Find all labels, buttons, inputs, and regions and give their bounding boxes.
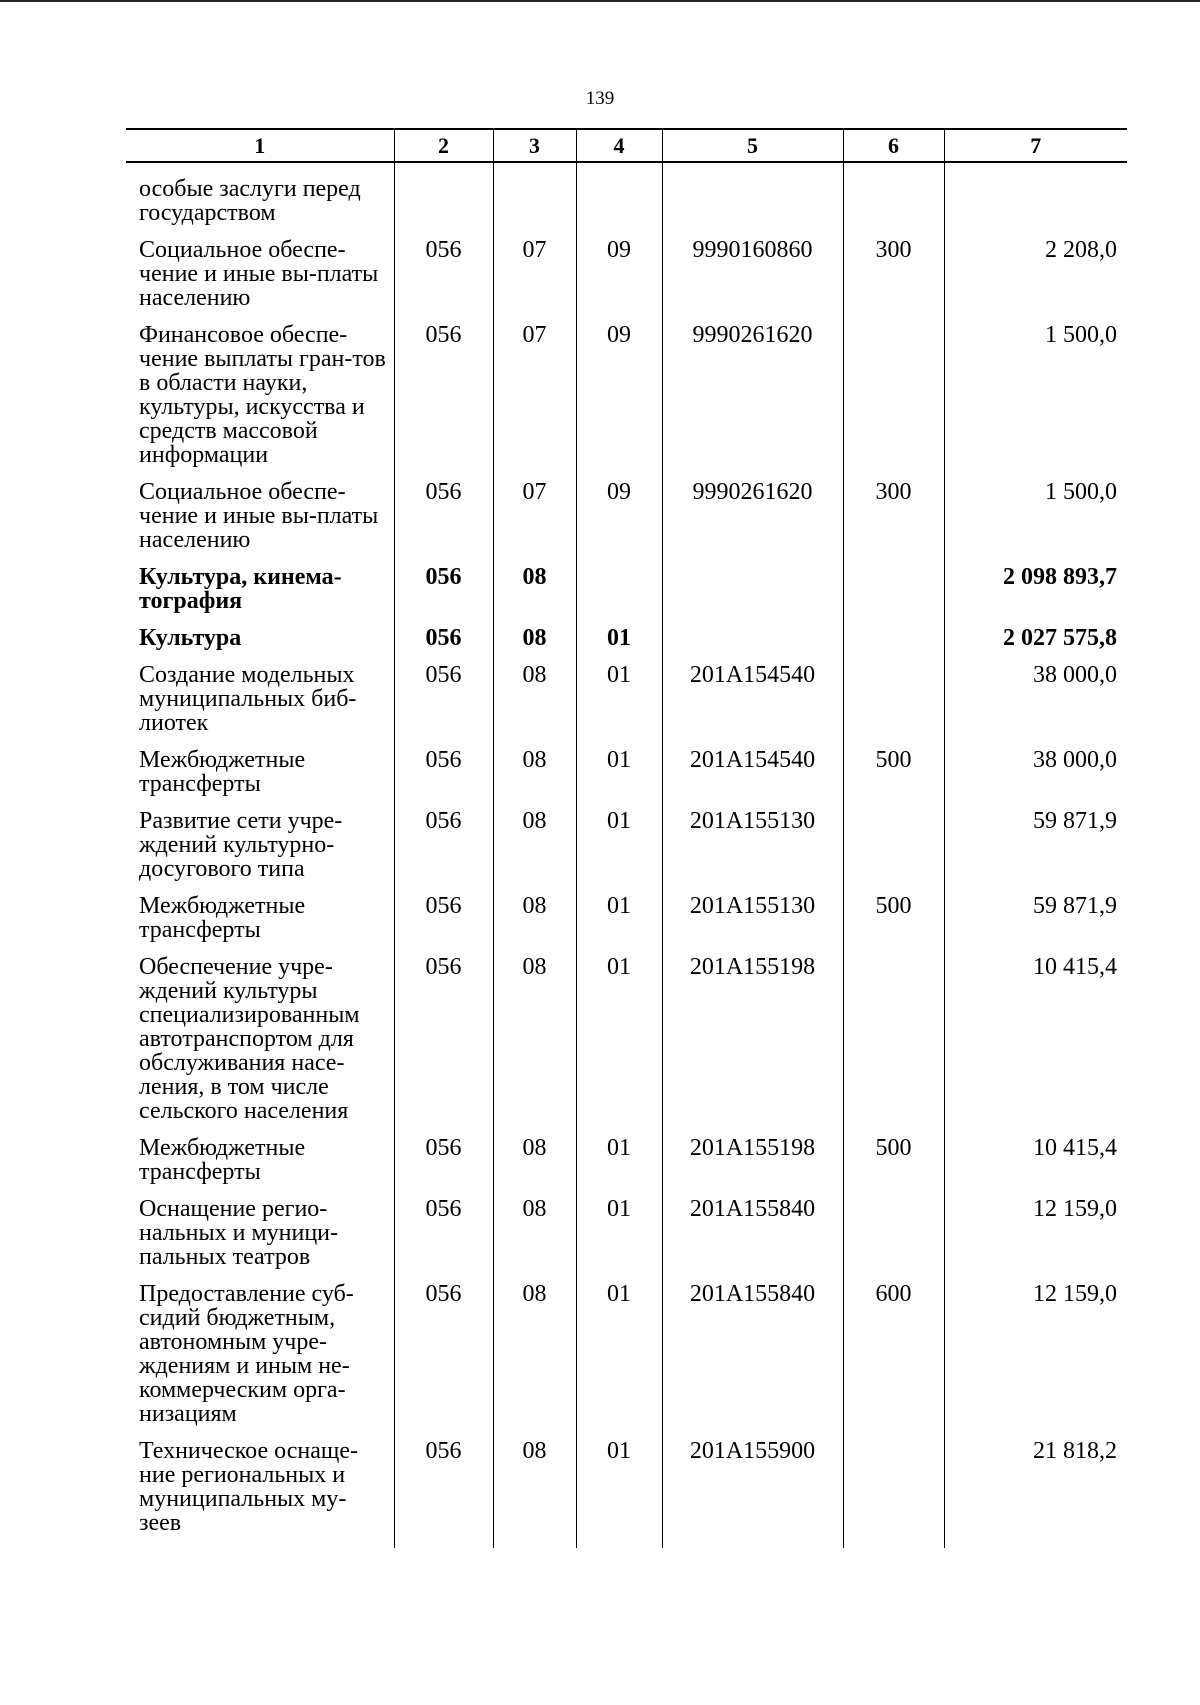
row-amount: 38 000,0 xyxy=(944,663,1127,748)
row-target-article xyxy=(662,565,843,626)
row-subsection-code: 01 xyxy=(576,894,662,955)
table-row xyxy=(126,565,1127,626)
header-col-4: 4 xyxy=(576,129,662,162)
row-expense-type xyxy=(843,323,944,480)
row-target-article: 201A155130 xyxy=(662,894,843,955)
row-section-code: 08 xyxy=(493,894,576,955)
row-target-article: 201A155198 xyxy=(662,1136,843,1197)
row-ministry-code: 056 xyxy=(394,565,493,626)
row-target-article: 201A155840 xyxy=(662,1197,843,1282)
row-expense-type xyxy=(843,1197,944,1282)
table-row xyxy=(126,955,1127,1136)
row-name: Предоставление суб-сидий бюджетным, автономным учре-ждениям и иным не-коммерческим орга-низациям xyxy=(139,1281,354,1427)
table-row xyxy=(126,1197,1127,1282)
row-target-article xyxy=(662,177,843,238)
row-expense-type: 500 xyxy=(843,894,944,955)
table-row xyxy=(126,663,1127,748)
row-section-code: 08 xyxy=(493,809,576,894)
row-target-article: 201A155130 xyxy=(662,809,843,894)
row-section-code: 08 xyxy=(493,1136,576,1197)
row-section-code: 08 xyxy=(493,565,576,626)
row-ministry-code: 056 xyxy=(394,894,493,955)
row-name: Культура xyxy=(139,625,242,651)
row-subsection-code: 01 xyxy=(576,748,662,809)
row-target-article: 201A155840 xyxy=(662,1282,843,1439)
table-row xyxy=(126,748,1127,809)
header-col-1: 1 xyxy=(126,129,394,162)
row-ministry-code: 056 xyxy=(394,323,493,480)
header-col-7: 7 xyxy=(944,129,1127,162)
row-amount: 2 208,0 xyxy=(944,238,1127,323)
row-name: особые заслуги перед государством xyxy=(139,176,361,226)
row-name: Обеспечение учре-ждений культуры специализированным автотранспортом для обслуживания насе-ления, в том числе сельского населения xyxy=(139,954,360,1124)
row-name: Техническое оснаще-ние региональных и муниципальных му-зеев xyxy=(139,1438,358,1536)
row-target-article: 9990261620 xyxy=(662,323,843,480)
row-subsection-code: 09 xyxy=(576,480,662,565)
row-target-article: 9990261620 xyxy=(662,480,843,565)
row-amount: 1 500,0 xyxy=(944,323,1127,480)
row-expense-type xyxy=(843,955,944,1136)
table-row xyxy=(126,1439,1127,1548)
row-amount: 21 818,2 xyxy=(944,1439,1127,1548)
row-amount: 59 871,9 xyxy=(944,894,1127,955)
row-ministry-code: 056 xyxy=(394,955,493,1136)
row-name: Финансовое обеспе-чение выплаты гран-тов в области науки, культуры, искусства и средств массовой информации xyxy=(139,322,386,468)
row-expense-type: 500 xyxy=(843,1136,944,1197)
row-ministry-code: 056 xyxy=(394,1136,493,1197)
row-subsection-code: 09 xyxy=(576,323,662,480)
budget-table xyxy=(126,128,1127,1548)
table-header-row xyxy=(126,129,1127,162)
spacer-cell xyxy=(944,162,1127,177)
row-name: Создание модельных муниципальных биб-лиотек xyxy=(139,662,357,736)
row-name: Развитие сети учре-ждений культурно-досугового типа xyxy=(139,808,343,882)
row-subsection-code: 01 xyxy=(576,1439,662,1548)
spacer-cell xyxy=(394,162,493,177)
table-row xyxy=(126,323,1127,480)
row-target-article: 201A154540 xyxy=(662,748,843,809)
row-target-article xyxy=(662,626,843,663)
row-amount: 2 027 575,8 xyxy=(944,626,1127,663)
row-ministry-code: 056 xyxy=(394,626,493,663)
row-ministry-code: 056 xyxy=(394,1439,493,1548)
row-subsection-code: 01 xyxy=(576,1197,662,1282)
row-expense-type: 500 xyxy=(843,748,944,809)
table-row xyxy=(126,238,1127,323)
row-section-code: 08 xyxy=(493,1282,576,1439)
row-subsection-code: 01 xyxy=(576,1136,662,1197)
row-subsection-code: 01 xyxy=(576,1282,662,1439)
row-amount: 12 159,0 xyxy=(944,1282,1127,1439)
row-ministry-code xyxy=(394,177,493,238)
row-section-code xyxy=(493,177,576,238)
row-section-code: 07 xyxy=(493,238,576,323)
table-row xyxy=(126,809,1127,894)
spacer-cell xyxy=(662,162,843,177)
row-amount: 59 871,9 xyxy=(944,809,1127,894)
row-name: Межбюджетные трансферты xyxy=(139,1135,306,1185)
row-amount xyxy=(944,177,1127,238)
row-subsection-code: 01 xyxy=(576,809,662,894)
row-expense-type xyxy=(843,626,944,663)
row-name: Межбюджетные трансферты xyxy=(139,893,306,943)
row-ministry-code: 056 xyxy=(394,663,493,748)
row-section-code: 08 xyxy=(493,1439,576,1548)
row-ministry-code: 056 xyxy=(394,238,493,323)
row-section-code: 08 xyxy=(493,955,576,1136)
row-section-code: 08 xyxy=(493,663,576,748)
row-expense-type xyxy=(843,565,944,626)
row-name: Социальное обеспе-чение и иные вы-платы населению xyxy=(139,237,379,311)
row-expense-type: 600 xyxy=(843,1282,944,1439)
row-section-code: 08 xyxy=(493,748,576,809)
spacer-cell xyxy=(493,162,576,177)
top-edge-line xyxy=(0,0,1200,2)
table-row xyxy=(126,1136,1127,1197)
row-amount: 12 159,0 xyxy=(944,1197,1127,1282)
row-expense-type: 300 xyxy=(843,238,944,323)
row-subsection-code xyxy=(576,177,662,238)
row-ministry-code: 056 xyxy=(394,748,493,809)
row-expense-type xyxy=(843,177,944,238)
row-subsection-code xyxy=(576,565,662,626)
table-row xyxy=(126,1282,1127,1439)
row-subsection-code: 01 xyxy=(576,663,662,748)
row-section-code: 08 xyxy=(493,1197,576,1282)
row-expense-type xyxy=(843,1439,944,1548)
table-spacer-row xyxy=(126,162,1127,177)
row-amount: 1 500,0 xyxy=(944,480,1127,565)
row-subsection-code: 09 xyxy=(576,238,662,323)
header-col-6: 6 xyxy=(843,129,944,162)
row-name: Культура, кинема-тография xyxy=(139,564,342,614)
row-amount: 10 415,4 xyxy=(944,955,1127,1136)
row-target-article: 201A154540 xyxy=(662,663,843,748)
row-ministry-code: 056 xyxy=(394,1282,493,1439)
table-row xyxy=(126,894,1127,955)
row-section-code: 07 xyxy=(493,323,576,480)
spacer-cell xyxy=(126,162,394,177)
row-target-article: 201A155198 xyxy=(662,955,843,1136)
row-amount: 10 415,4 xyxy=(944,1136,1127,1197)
row-ministry-code: 056 xyxy=(394,480,493,565)
row-amount: 38 000,0 xyxy=(944,748,1127,809)
header-col-5: 5 xyxy=(662,129,843,162)
table-row xyxy=(126,177,1127,238)
row-section-code: 07 xyxy=(493,480,576,565)
spacer-cell xyxy=(576,162,662,177)
row-target-article: 201A155900 xyxy=(662,1439,843,1548)
table-row xyxy=(126,626,1127,663)
row-target-article: 9990160860 xyxy=(662,238,843,323)
row-name: Социальное обеспе-чение и иные вы-платы населению xyxy=(139,479,379,553)
row-ministry-code: 056 xyxy=(394,809,493,894)
table-row xyxy=(126,480,1127,565)
page-number: 139 xyxy=(585,88,615,109)
row-name: Межбюджетные трансферты xyxy=(139,747,306,797)
row-expense-type xyxy=(843,663,944,748)
row-amount: 2 098 893,7 xyxy=(944,565,1127,626)
header-col-2: 2 xyxy=(394,129,493,162)
row-name: Оснащение регио-нальных и муници-пальных театров xyxy=(139,1196,338,1270)
row-section-code: 08 xyxy=(493,626,576,663)
table-body xyxy=(126,162,1127,1548)
row-subsection-code: 01 xyxy=(576,626,662,663)
row-expense-type: 300 xyxy=(843,480,944,565)
spacer-cell xyxy=(843,162,944,177)
row-ministry-code: 056 xyxy=(394,1197,493,1282)
row-subsection-code: 01 xyxy=(576,955,662,1136)
row-expense-type xyxy=(843,809,944,894)
header-col-3: 3 xyxy=(493,129,576,162)
